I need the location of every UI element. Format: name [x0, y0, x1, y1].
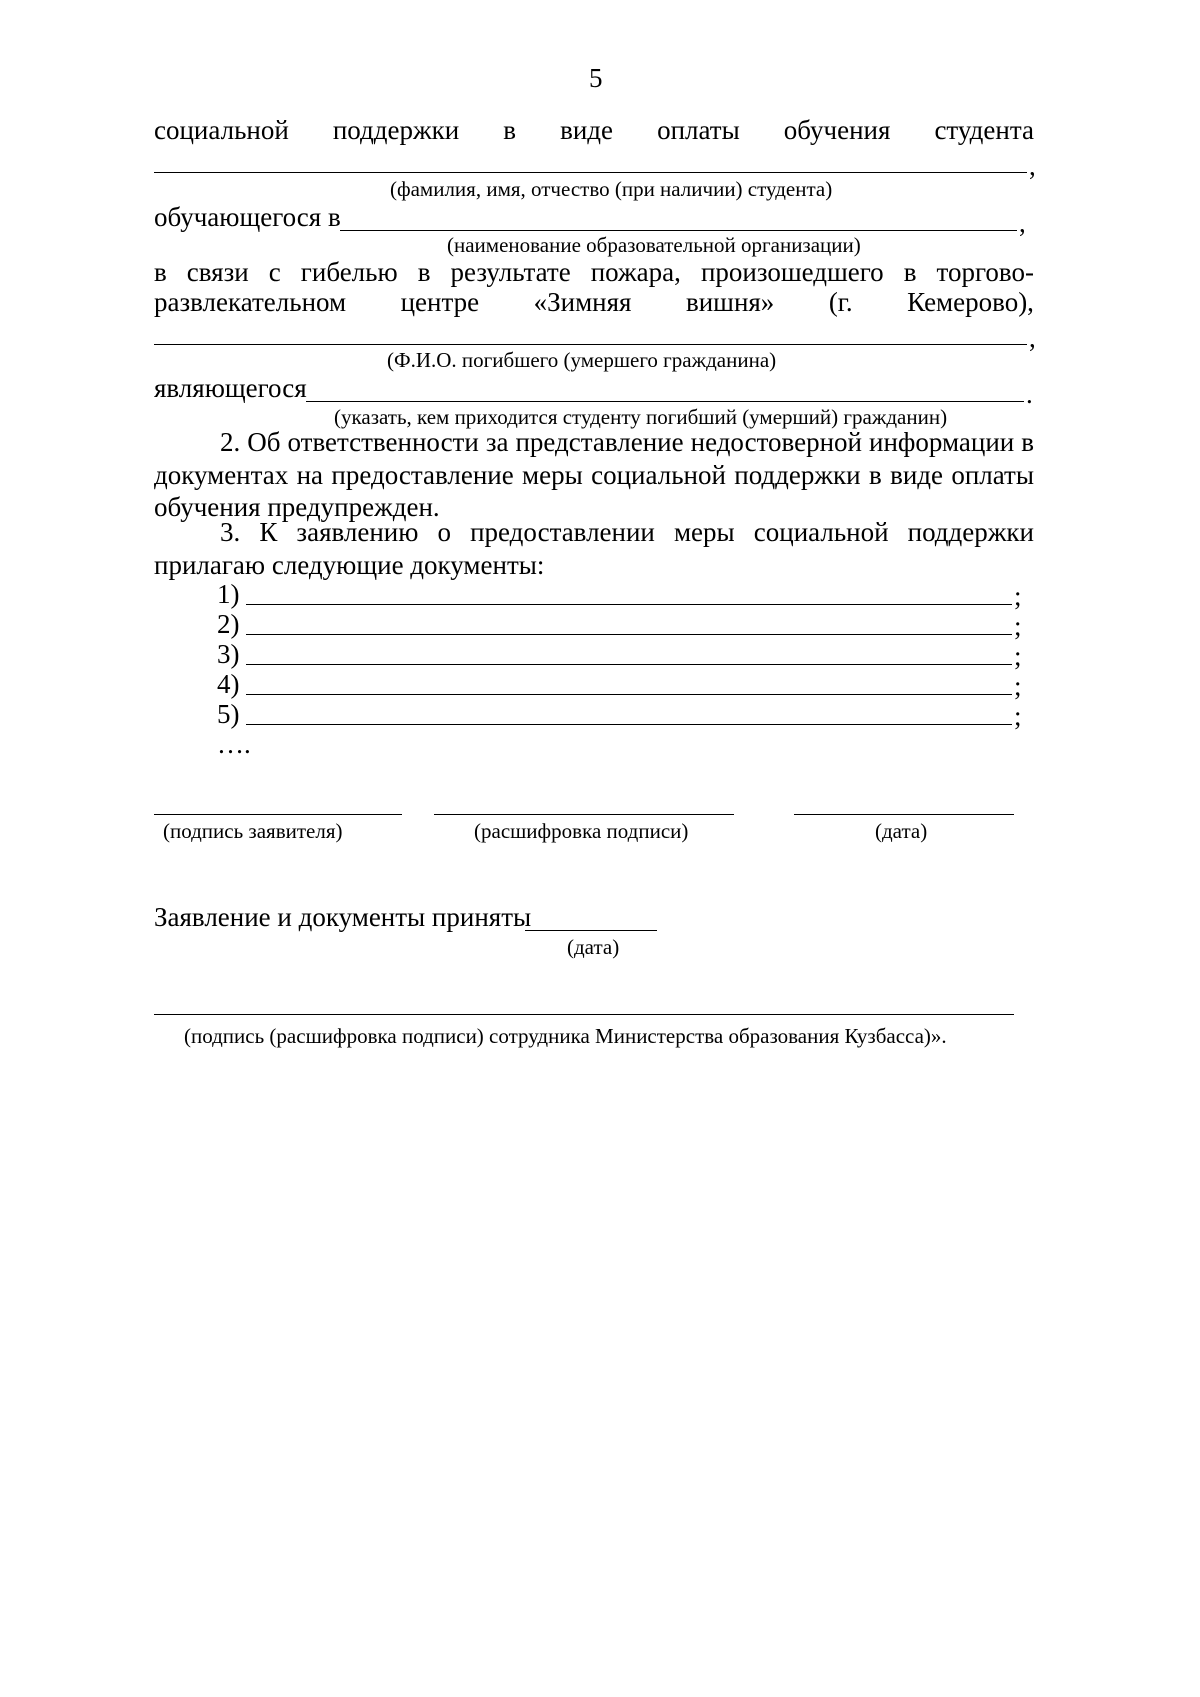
intro-word: социальной — [154, 115, 289, 145]
signature-decode-field[interactable] — [434, 814, 734, 815]
word: центре — [400, 287, 480, 317]
page-number: 5 — [589, 63, 603, 93]
relation-field[interactable] — [306, 401, 1024, 402]
date-field[interactable] — [794, 814, 1014, 815]
word: (г. — [828, 287, 853, 317]
caption-signature-decode: (расшифровка подписи) — [474, 819, 689, 843]
doc-item-field[interactable] — [246, 724, 1012, 725]
caption-deceased: (Ф.И.О. погибшего (умершего гражданина) — [387, 348, 777, 372]
accepted-date-field[interactable] — [525, 930, 657, 931]
word: развлекательном — [154, 287, 347, 317]
word: пожара, — [590, 257, 681, 287]
doc-item-field[interactable] — [246, 664, 1012, 665]
intro-word: виде — [560, 115, 614, 145]
word: связи — [186, 257, 249, 287]
paragraph-3: 3. К заявлению о предоставлении меры социальной поддержки прилагаю следующие документы: — [154, 517, 1034, 580]
caption-org: (наименование образовательной организации) — [447, 233, 861, 257]
caption-date: (дата) — [875, 819, 928, 843]
word: в — [154, 257, 167, 287]
comma: , — [1019, 208, 1026, 238]
being-label: являющегося — [154, 373, 307, 403]
caption-accepted-date: (дата) — [567, 935, 620, 959]
ellipsis: …. — [217, 729, 251, 759]
doc-item-number: 2) — [217, 609, 240, 639]
word: с — [268, 257, 281, 287]
applicant-signature-field[interactable] — [154, 814, 402, 815]
period: . — [1026, 379, 1033, 409]
doc-item-number: 5) — [217, 699, 240, 729]
comma: , — [1029, 151, 1036, 181]
semicolon: ; — [1014, 701, 1022, 731]
intro-word: в — [503, 115, 517, 145]
death-line-1 — [154, 256, 1034, 288]
studying-in-label: обучающегося в — [154, 202, 341, 232]
word: Кемерово), — [907, 287, 1034, 317]
intro-word: оплаты — [657, 115, 740, 145]
semicolon: ; — [1014, 641, 1022, 671]
deceased-name-field[interactable] — [154, 344, 1027, 345]
word: вишня» — [685, 287, 775, 317]
doc-item-number: 3) — [217, 639, 240, 669]
caption-employee: (подпись (расшифровка подписи) сотрудника Министерства образования Кузбасса)». — [184, 1024, 947, 1048]
caption-relation: (указать, кем приходится студенту погибший (умерший) гражданин) — [334, 405, 948, 429]
paragraph-2: 2. Об ответственности за представление недостоверной информации в документах на предоставление меры социальной поддержки в виде оплаты обучения предупрежден. — [154, 427, 1034, 522]
death-line-2 — [154, 286, 1034, 318]
doc-item-field[interactable] — [246, 634, 1012, 635]
intro-word: поддержки — [332, 115, 460, 145]
semicolon: ; — [1014, 611, 1022, 641]
word: гибелью — [300, 257, 398, 287]
word: в — [417, 257, 431, 287]
intro-word: обучения — [783, 115, 891, 145]
word: произошедшего — [700, 257, 884, 287]
doc-item-number: 4) — [217, 669, 240, 699]
comma: , — [1029, 323, 1036, 353]
caption-applicant-signature: (подпись заявителя) — [163, 819, 343, 843]
word: результате — [450, 257, 571, 287]
word: «Зимняя — [533, 287, 632, 317]
student-name-field[interactable] — [154, 172, 1027, 173]
doc-item-field[interactable] — [246, 694, 1012, 695]
intro-word: студента — [934, 115, 1034, 145]
employee-signature-field[interactable] — [154, 1014, 1014, 1015]
caption-student: (фамилия, имя, отчество (при наличии) студента) — [390, 177, 833, 201]
word: торгово- — [936, 257, 1034, 287]
accepted-label: Заявление и документы приняты — [154, 902, 532, 932]
semicolon: ; — [1014, 581, 1022, 611]
word: в — [903, 257, 917, 287]
intro-line — [154, 114, 1034, 146]
doc-item-number: 1) — [217, 579, 240, 609]
doc-item-field[interactable] — [246, 604, 1012, 605]
semicolon: ; — [1014, 671, 1022, 701]
organization-field[interactable] — [340, 230, 1017, 231]
